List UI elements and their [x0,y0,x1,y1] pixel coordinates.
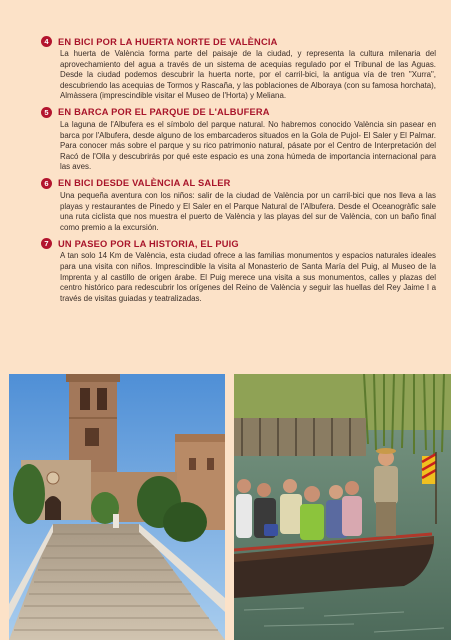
section-title: EN BICI DESDE VALÈNCIA AL SALER [58,178,231,189]
section-title: EN BARCA POR EL PARQUE DE L'ALBUFERA [58,107,270,118]
section-number-badge: 4 [41,36,52,47]
section-number-badge: 7 [41,238,52,249]
text-column [44,36,436,309]
section-number-badge: 6 [41,178,52,189]
section-title: EN BICI POR LA HUERTA NORTE DE VALÈNCIA [58,36,278,47]
section-heading [42,178,436,189]
section-albufera-barca [44,107,436,173]
section-number-badge: 5 [41,107,52,118]
section-huerta-norte [44,36,436,102]
section-body: La laguna de l'Albufera es el símbolo del parque natural. No habremos conocido València sin pasear en barca por l'Albufera, desde alguno de los embarcaderos situados en la Gola de Pujol- El Saler y El Palmar. Para conocer más sobre el parque y su rico patrimonio natural, pásate por el Centro de Interpretación del Racó de l'Olla y descubrirás por qué este espacio es una zona húmeda de importancia internacional para las aves. [60,119,436,172]
section-heading [42,36,436,47]
albufera-boat-photo [234,374,451,640]
section-bici-saler [44,178,436,233]
monastery-stairs-photo [9,374,225,640]
section-body: La huerta de València forma parte del paisaje de la ciudad, y representa la cultura milenaria del aprovechamiento del agua a través de un sistema de acequias regulado por el Tribunal de las Aguas. Desde la ciudad podemos descubrir la huerta norte, por el carril-bici, la antigua vía de tren "Xurra", descubriendo las acequias de Tormos y Rascaña, y las poblaciones de Alboraya (con su famosa horchata), Almàssera (imprescindible visitar el Museo de l'Horta) y Meliana. [60,49,436,101]
section-heading [42,238,436,249]
section-heading [42,107,436,118]
section-el-puig [44,238,436,304]
section-title: UN PASEO POR LA HISTORIA, EL PUIG [58,238,239,249]
section-body: Una pequeña aventura con los niños: salir de la ciudad de València por un carril-bici que nos lleva a las playas y restaurantes de Pinedo y El Saler en el Parque Natural de l'Albufera. Desde el Oceanogràfic sale una ruta ciclista que nos muestra el puerto de València y las playas del sur de València, con un baño final como premio a la excursión. [60,190,436,232]
section-body: A tan solo 14 Km de València, esta ciudad ofrece a las familias monumentos y espacios naturales ideales para una visita con niños. Imprescindible la visita al Monasterio de Santa María del Puig, al Museo de la Imprenta y al castillo de origen árabe. El Puig merece una visita a sus monumentos, calles y plazas del centro histórico para redescubrir los orígenes del Reino de València y seguir las huellas del Rey Jaime I a través de visitas guiadas y teatralizadas. [60,251,436,303]
